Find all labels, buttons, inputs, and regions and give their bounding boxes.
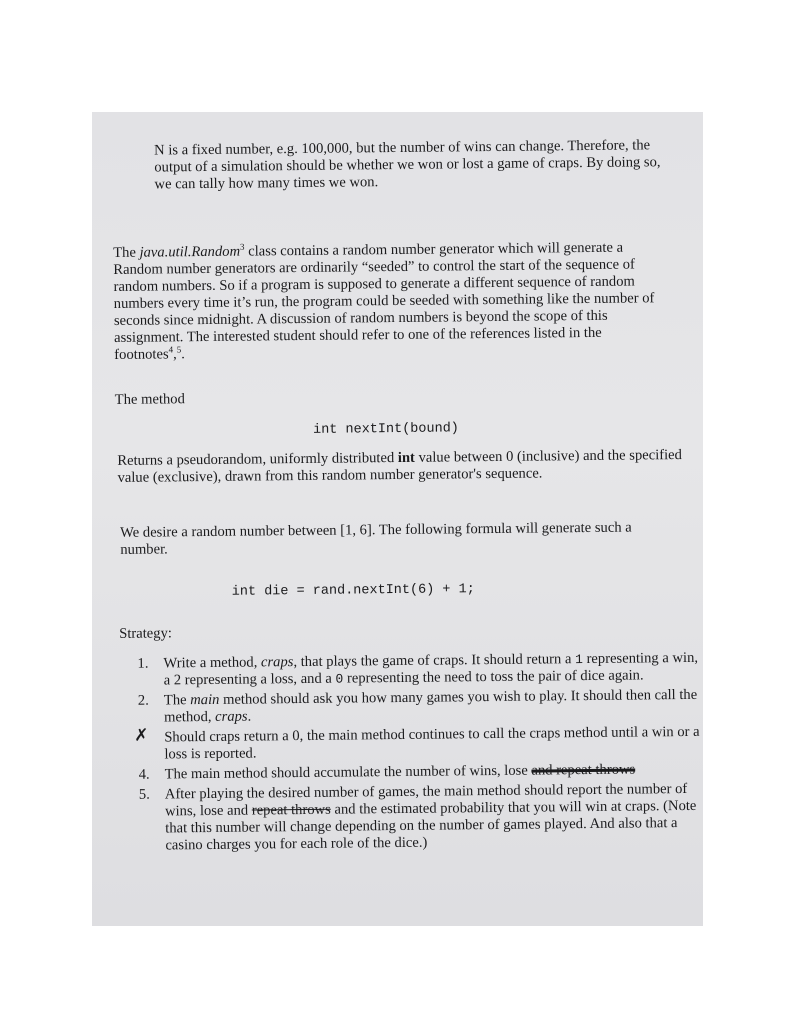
document-page <box>92 112 703 926</box>
p4-post: value between 0 (inclusive) and the specified value (exclusive), drawn from this random number generator's sequence. <box>117 447 682 486</box>
list-item <box>138 687 703 727</box>
list-text: method should ask you how many games you wish to play. It should then call the method, <box>163 686 698 726</box>
list-number: 5. <box>138 786 150 803</box>
footnote-ref-3: 3 <box>239 241 245 252</box>
list-text: The <box>163 692 191 709</box>
paragraph-intro: N is a fixed number, e.g. 100,000, but the number of wins can change. Therefore, the output of a simulation should be whether we won or lost a game of craps. By doing so, we can tally how many times we won. <box>154 137 661 193</box>
list-text: representing the need to toss the pair of dice again. <box>343 667 644 687</box>
struck-text: and repeat throws <box>531 761 636 779</box>
code-die-formula: int die = rand.nextInt(6) + 1; <box>231 582 475 600</box>
list-text: The main method should accumulate the number of wins, lose <box>164 762 532 783</box>
list-text: After playing the desired number of games, the main method should report the number of wins, lose and <box>164 780 688 820</box>
paragraph-returns <box>117 447 687 487</box>
list-item <box>139 781 703 855</box>
list-number: 1. <box>137 655 149 672</box>
list-text: representing a win, a 2 representing a loss, and a <box>163 649 699 689</box>
document-photo <box>92 112 703 926</box>
list-item <box>134 723 703 764</box>
list-number: 2. <box>137 692 149 709</box>
footnote-ref-4: 4 <box>168 344 174 355</box>
strategy-list <box>134 649 703 858</box>
list-text: . <box>247 708 252 725</box>
method-name-main: main <box>190 691 220 709</box>
p2-pre: The <box>113 244 140 261</box>
method-name-craps: craps <box>260 654 294 671</box>
strategy-heading: Strategy: <box>119 625 172 642</box>
list-item <box>137 650 703 690</box>
list-number: 4. <box>138 766 150 783</box>
paragraph-the-method: The method <box>114 391 185 408</box>
code-next-int: int nextInt(bound) <box>312 421 459 438</box>
struck-text: repeat throws <box>251 801 331 819</box>
p2-rest: class contains a random number generator which will generate a Random number generators are ordinarily “seeded” to control the start of the sequence of random numbers. So if a program is supposed to generate a different sequence of random numbers every time it’s run, the program could be seeded with something like the number of seconds since midnight. A discussion of random numbers is beyond the scope of this assignment. The interested student should refer to one of the references listed in the footnotes <box>113 239 655 363</box>
list-item <box>139 761 703 784</box>
list-text: and the estimated probability that you will win at craps. (Note that this number will change depending on the number of games played. And also that a casino charges you for each role of the dice.) <box>165 797 697 854</box>
list-text: Should craps return a 0, the main method continues to call the craps method until a win or a loss is reported. <box>164 723 700 763</box>
paragraph-desire: We desire a random number between [1, 6]. The following formula will generate such a number. <box>120 519 632 558</box>
p4-bold-int: int <box>397 449 415 466</box>
value-one: 1 <box>574 652 583 668</box>
handwritten-x-mark: ✗ <box>134 725 149 746</box>
method-name-craps: craps <box>215 708 248 725</box>
value-zero: 0 <box>335 671 344 687</box>
class-name: java.util.Random <box>139 243 241 261</box>
footnote-ref-5: 5 <box>176 344 182 355</box>
list-text: Write a method, <box>163 654 262 672</box>
paragraph-random-class: The java.util.Random$^3$ class contains a random number generator which will generate a Random number generators are ordinarily “seeded” to control the start of the sequence of random numbers. So if a program is supposed to generate a different sequence of random numbers every time it’s run, the program could be seeded with something like the number of seconds since midnight. A discussion of random numbers is beyond the scope of this assignment. The interested student should refer to one of the references listed in the footnotes$^4$,$^5$. <box>113 239 655 363</box>
list-text: , that plays the game of craps. It should return a <box>293 651 576 671</box>
p4-pre: Returns a pseudorandom, uniformly distributed <box>117 449 398 469</box>
p2-end: . <box>181 346 185 363</box>
